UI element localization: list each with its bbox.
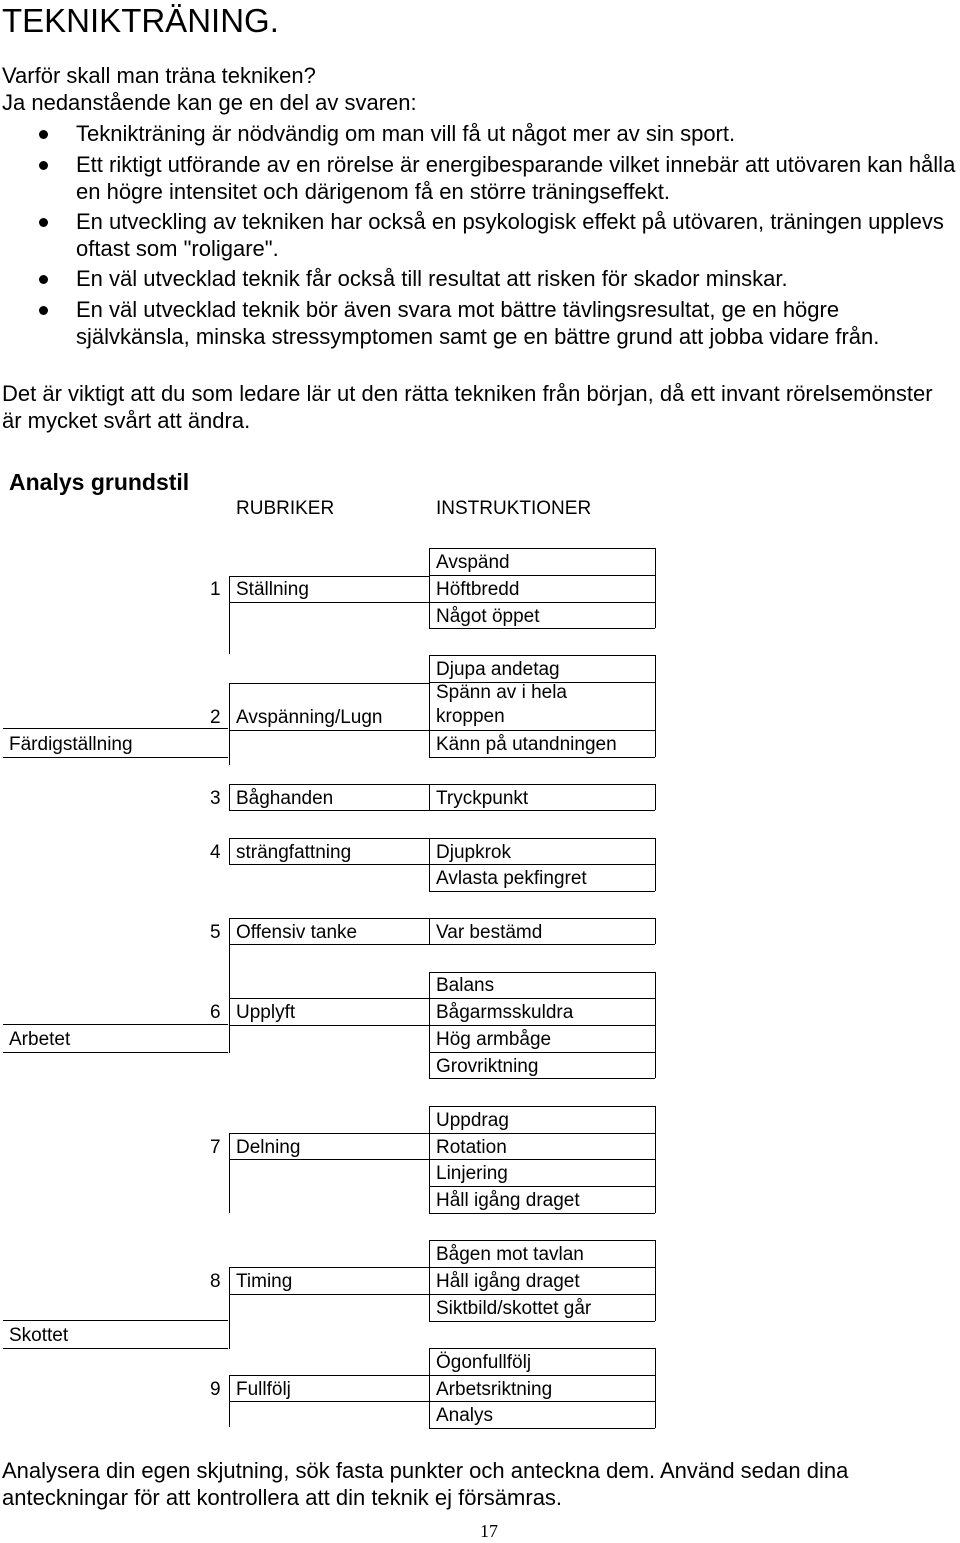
- phase-divider-line: [3, 1320, 228, 1321]
- instruction-box-line: [655, 1348, 656, 1428]
- step-bracket-line: [229, 1159, 429, 1160]
- step-number: 1: [210, 579, 221, 600]
- page-title: TEKNIKTRÄNING.: [2, 2, 279, 39]
- step-number: 7: [210, 1137, 221, 1158]
- instruction-text: kroppen: [436, 706, 505, 727]
- bullet-text: Teknikträning är nödvändig om man vill få ut något mer av sin sport.: [76, 121, 736, 146]
- step-number: 4: [210, 842, 221, 863]
- phase-divider-line: [3, 1348, 228, 1349]
- instruction-text: Tryckpunkt: [436, 788, 529, 809]
- diagram-heading: Analys grundstil: [9, 469, 190, 495]
- step-number: 5: [210, 922, 221, 943]
- step-bracket-line: [229, 810, 429, 811]
- instruction-text: Spänn av i hela: [436, 682, 567, 703]
- step-label: Avspänning/Lugn: [236, 707, 383, 728]
- instruction-box-line: [429, 1240, 430, 1321]
- step-bracket-line: [229, 1401, 429, 1402]
- step-number: 6: [210, 1002, 221, 1023]
- instruction-text: Rotation: [436, 1137, 507, 1158]
- step-bracket-line: [229, 784, 429, 785]
- step-number: 8: [210, 1271, 221, 1292]
- step-bracket-line: [229, 838, 230, 864]
- instruction-box-line: [429, 548, 430, 628]
- instruction-text: Håll igång draget: [436, 1190, 580, 1211]
- instruction-text: Balans: [436, 975, 495, 996]
- instruction-text: Håll igång draget: [436, 1271, 580, 1292]
- instruction-text: Bågen mot tavlan: [436, 1244, 584, 1265]
- instruction-box-line: [655, 548, 656, 628]
- bullet-text: En väl utvecklad teknik bör även svara mot bättre tävlingsresultat, ge en högre självkänsla, minska stressymptomen samt ge en bättre grund att jobba vidare från.: [76, 297, 880, 349]
- instruction-text: Siktbild/skottet går: [436, 1298, 592, 1319]
- step-bracket-line: [229, 944, 429, 945]
- bullet-icon: [39, 130, 48, 139]
- bullet-text: Ett riktigt utförande av en rörelse är energibesparande vilket innebär att utövaren kan hålla en högre intensitet och därigenom få en större träningseffekt.: [76, 152, 956, 204]
- phase-divider-line: [3, 728, 228, 729]
- column-header-instruktioner: INSTRUKTIONER: [436, 498, 592, 519]
- step-label: Fullfölj: [236, 1379, 291, 1400]
- instruction-box-line: [655, 838, 656, 891]
- instruction-box-line: [429, 918, 430, 944]
- step-bracket-line: [229, 1294, 429, 1295]
- step-bracket-line: [229, 945, 230, 1053]
- bullet-icon: [39, 218, 48, 227]
- bullet-text: En utveckling av tekniken har också en psykologisk effekt på utövaren, träningen upplevs oftast som "roligare".: [76, 209, 944, 261]
- step-bracket-line: [229, 1133, 429, 1134]
- step-bracket-line: [229, 864, 429, 865]
- step-bracket-line: [229, 1267, 429, 1268]
- instruction-text: Känn på utandningen: [436, 734, 617, 755]
- bullet-icon: [39, 306, 48, 315]
- step-bracket-line: [229, 784, 230, 810]
- instruction-text: Något öppet: [436, 606, 540, 627]
- instruction-text: Djupkrok: [436, 842, 511, 863]
- step-bracket-line: [229, 918, 230, 944]
- instruction-text: Bågarmsskuldra: [436, 1002, 574, 1023]
- step-label: Ställning: [236, 579, 309, 600]
- phase-label: Skottet: [9, 1325, 69, 1346]
- bullet-text: En väl utvecklad teknik får också till resultat att risken för skador minskar.: [76, 266, 788, 291]
- instruction-text: Analys: [436, 1405, 494, 1426]
- instruction-text: Linjering: [436, 1163, 508, 1184]
- step-bracket-line: [229, 838, 429, 839]
- column-header-rubriker: RUBRIKER: [236, 498, 335, 519]
- step-label: strängfattning: [236, 842, 352, 863]
- step-label: Delning: [236, 1137, 301, 1158]
- instruction-text: Ögonfullfölj: [436, 1352, 532, 1373]
- step-label: Upplyft: [236, 1002, 296, 1023]
- intro-answer-lead: Ja nedanstående kan ge en del av svaren:: [2, 90, 417, 115]
- page-number: 17: [480, 1521, 498, 1541]
- step-bracket-line: [229, 602, 429, 603]
- step-bracket-line: [229, 576, 230, 654]
- instruction-text: Hög armbåge: [436, 1029, 552, 1050]
- instruction-box-line: [429, 784, 430, 810]
- step-label: Båghanden: [236, 788, 334, 809]
- instruction-text: Var bestämd: [436, 922, 543, 943]
- step-bracket-line: [229, 1025, 429, 1026]
- step-number: 9: [210, 1379, 221, 1400]
- step-bracket-line: [229, 576, 429, 577]
- instruction-box-line: [429, 1348, 430, 1428]
- phase-divider-line: [3, 1052, 228, 1053]
- instruction-box-line: [655, 1240, 656, 1321]
- instruction-box-line: [655, 655, 656, 757]
- intro-question: Varför skall man träna tekniken?: [2, 63, 316, 88]
- bullet-icon: [39, 161, 48, 170]
- instruction-text: Djupa andetag: [436, 659, 560, 680]
- instruction-text: Uppdrag: [436, 1110, 509, 1131]
- instruction-box-line: [655, 972, 656, 1078]
- instruction-box-line: [655, 784, 656, 810]
- instruction-text: Arbetsriktning: [436, 1379, 553, 1400]
- footer-paragraph: Analysera din egen skjutning, sök fasta punkter och anteckna dem. Använd sedan dina anteckningar för att kontrollera att din teknik ej försämras.: [2, 1458, 849, 1510]
- step-bracket-line: [229, 683, 230, 765]
- instruction-text: Höftbredd: [436, 579, 520, 600]
- instruction-text: Grovriktning: [436, 1056, 539, 1077]
- step-label: Timing: [236, 1271, 293, 1292]
- bullet-icon: [39, 275, 48, 284]
- step-number: 3: [210, 788, 221, 809]
- closing-paragraph: Det är viktigt att du som ledare lär ut den rätta tekniken från början, då ett invant rörelsemönster är mycket svårt att ändra.: [2, 381, 933, 433]
- instruction-box-line: [655, 918, 656, 944]
- instruction-box-line: [429, 655, 430, 757]
- instruction-box-line: [655, 1106, 656, 1213]
- step-bracket-line: [229, 1133, 230, 1213]
- step-label: Offensiv tanke: [236, 922, 358, 943]
- instruction-text: Avspänd: [436, 552, 510, 573]
- phase-label: Färdigställning: [9, 734, 133, 755]
- step-bracket-line: [229, 1375, 429, 1376]
- step-bracket-line: [229, 1267, 230, 1349]
- step-bracket-line: [229, 730, 429, 731]
- step-number: 2: [210, 707, 221, 728]
- phase-label: Arbetet: [9, 1029, 71, 1050]
- step-bracket-line: [229, 683, 429, 684]
- phase-divider-line: [3, 757, 228, 758]
- step-bracket-line: [229, 918, 429, 919]
- phase-divider-line: [3, 1024, 228, 1025]
- step-bracket-line: [229, 998, 429, 999]
- instruction-text: Avlasta pekfingret: [436, 868, 587, 889]
